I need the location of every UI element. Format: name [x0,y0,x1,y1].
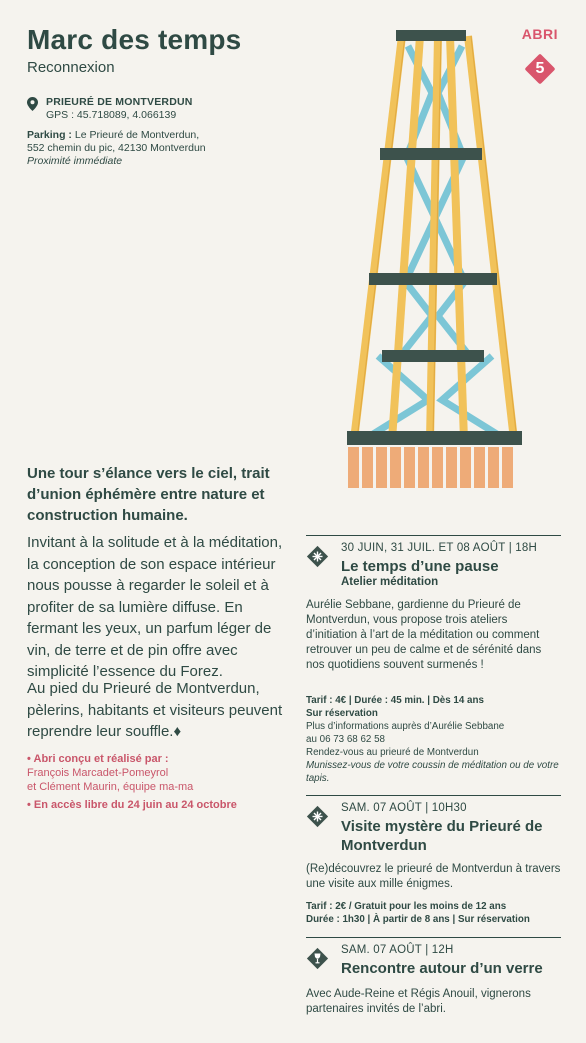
event-description: Avec Aude-Reine et Régis Anouil, vignerons partenaires invités de l’abri. [306,988,531,1015]
event-title: Le temps d’une pause [341,558,499,575]
wine-glass-icon [306,947,329,970]
event-reservation: Sur réservation [306,708,378,719]
parking-info [27,129,267,168]
event-description: Aurélie Sebbane, gardienne du Prieuré de Montverdun, vous propose trois ateliers d’initiation à l’art de la méditation ou comment retrouver un peu de calme et de sérénité dans nos quotidiens souvent surmenés ! [306,599,542,671]
divider [306,795,561,796]
event-description: (Re)découvrez le prieuré de Montverdun à travers une visite aux mille énigmes. [306,863,561,890]
access-dates: • En accès libre du 24 juin au 24 octobre [27,799,237,811]
star-icon [306,805,329,828]
credits-line-1: François Marcadet-Pomeyrol [27,767,169,779]
map-pin-icon [27,97,38,111]
event-subtitle: Atelier méditation [341,576,439,588]
body-paragraph-1: Invitant à la solitude et à la méditation, la conception de son espace intérieur nous pousse à regarder le soleil et à profiter de sa lumière diffuse. En fermant les yeux, un parfum léger de vin, de terre et de pin offre avec simplicité l’essence du Forez. [27,534,283,680]
event-date: SAM. 07 AOÛT | 12H [341,944,454,956]
event-info-1: Plus d’informations auprès d’Aurélie Sebbane [306,721,505,732]
tower-base [348,447,513,488]
tower-illustration [340,28,530,490]
page-subtitle: Reconnexion [27,59,115,76]
abri-label: ABRI [521,26,558,42]
event-date: 30 JUIN, 31 JUIL. ET 08 AOÛT | 18H [341,542,537,554]
event-tarif: Tarif : 4€ | Durée : 45 min. | Dès 14 ans [306,695,484,706]
event-visite-mystere [306,795,561,925]
event-info-3: Rendez-vous au prieuré de Montverdun [306,747,479,758]
event-rencontre [306,937,561,1015]
event-details [306,900,561,926]
divider [306,937,561,938]
event-title: Rencontre autour d’un verre [341,960,543,977]
event-info-4: Munissez-vous de votre coussin de méditation ou de votre tapis. [306,760,559,784]
intro-paragraph: Une tour s’élance vers le ciel, trait d’union éphémère entre nature et construction humaine. [27,465,270,524]
abri-number: 5 [535,60,545,77]
divider [306,535,561,536]
event-info-2: au 06 73 68 62 58 [306,734,385,745]
credits-block [27,752,287,812]
event-title: Visite mystère du Prieuré de Montverdun [341,818,543,854]
credits-line-2: et Clément Maurin, équipe ma-ma [27,781,194,793]
credits-heading: • Abri conçu et réalisé par : [27,753,169,765]
event-details [306,694,561,785]
parking-line-2: 552 chemin du pic, 42130 Montverdun [27,142,206,154]
parking-label: Parking : [27,129,72,141]
location-name: PRIEURÉ DE MONTVERDUN [46,96,193,108]
event-tarif: Tarif : 2€ / Gratuit pour les moins de 12 ans [306,901,507,912]
gps-coordinates: GPS : 45.718089, 4.066139 [46,109,177,121]
event-meditation [306,535,561,784]
event-duree: Durée : 1h30 | À partir de 8 ans | Sur réservation [306,914,530,925]
body-paragraph-2: Au pied du Prieuré de Montverdun, pèlerins, habitants et visiteurs peuvent reprendre leur souffle.♦ [27,680,283,740]
event-date: SAM. 07 AOÛT | 10H30 [341,802,467,814]
star-icon [306,545,329,568]
parking-line-1: Le Prieuré de Montverdun, [74,129,200,141]
page-title: Marc des temps [27,24,242,55]
parking-proximity: Proximité immédiate [27,155,123,167]
